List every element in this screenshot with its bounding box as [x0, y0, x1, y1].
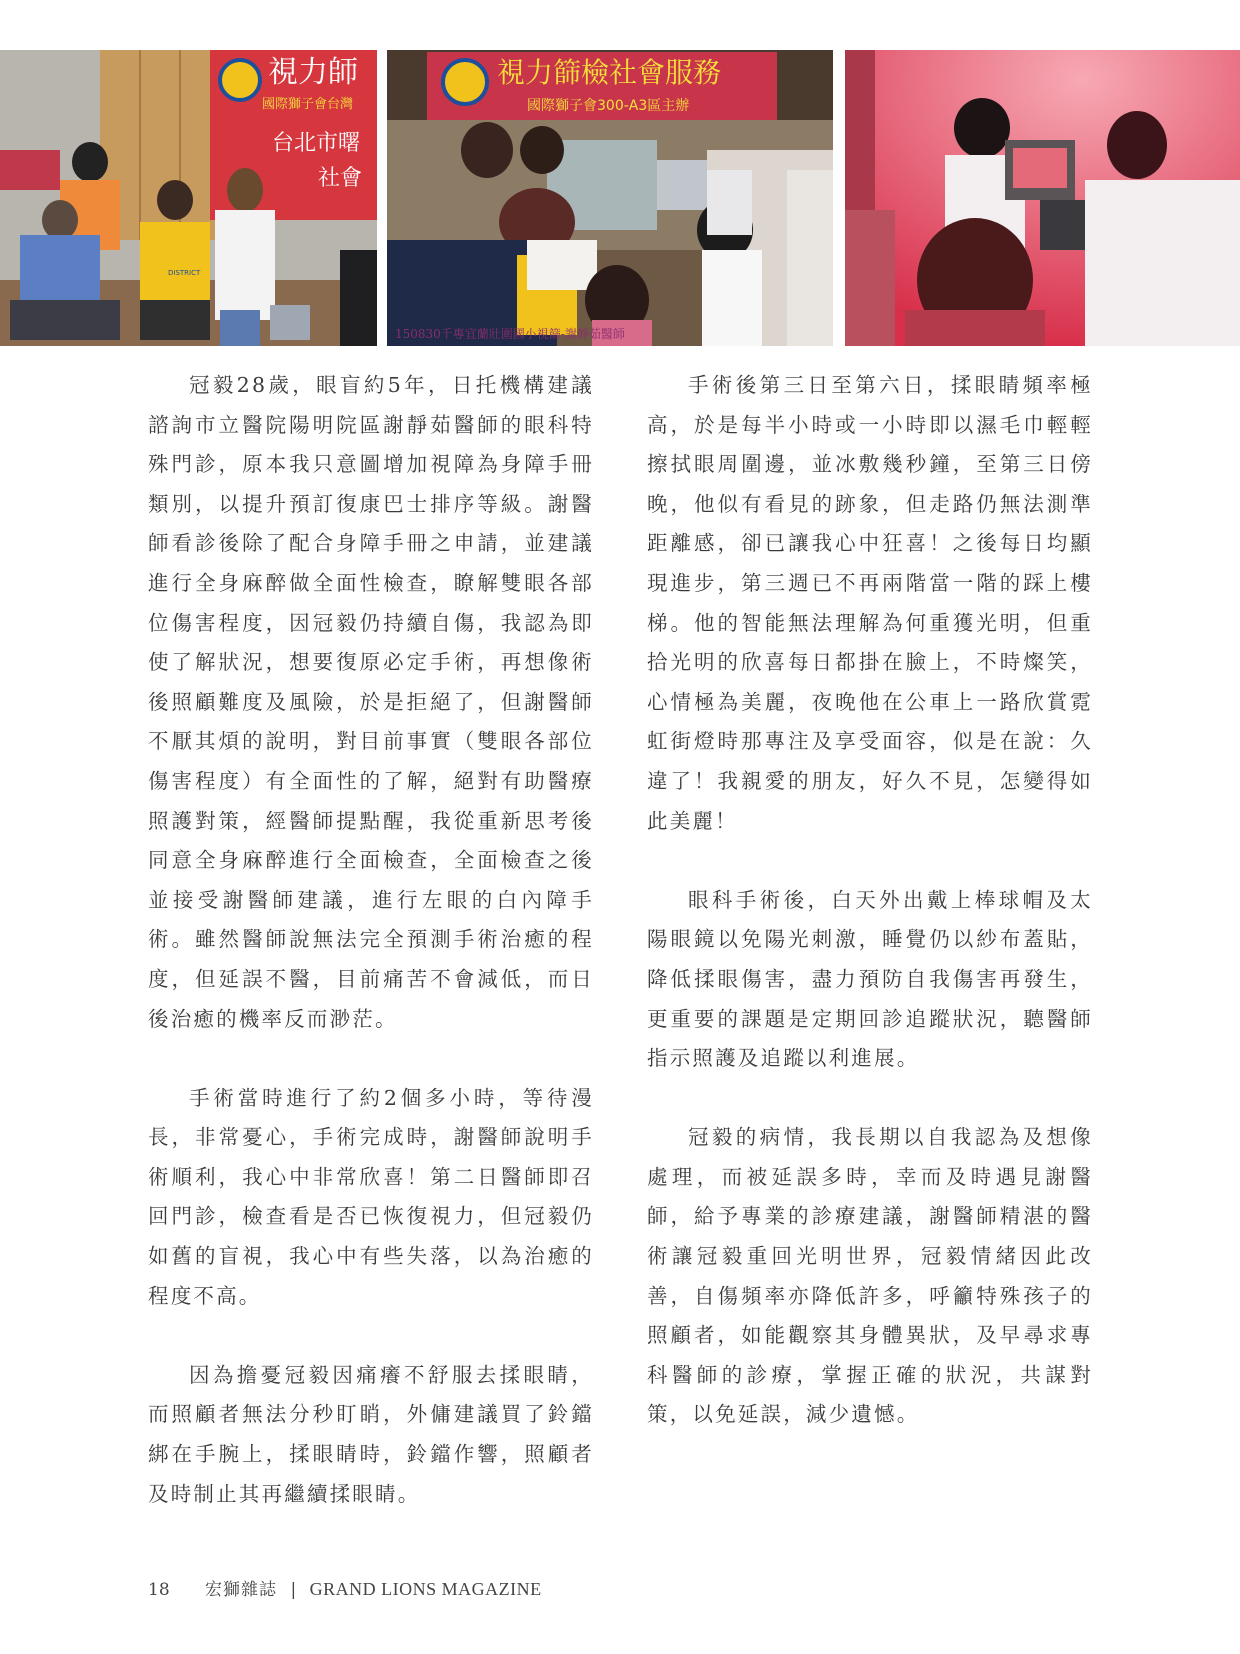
article-column-right — [647, 366, 1093, 1475]
photo1-banner-right2: 社會 — [318, 166, 363, 191]
photo-eye-screening-clinic — [0, 50, 377, 346]
paragraph: 因為擔憂冠毅因痛癢不舒服去揉眼睛，而照顧者無法分秒盯睄，外傭建議買了鈴鐺綁在手腕上，揉眼睛時，鈴鐺作響，照顧者及時制止其再繼續揉眼睛。 — [148, 1362, 594, 1506]
paragraph: 手術當時進行了約2個多小時，等待漫長，非常憂心，手術完成時，謝醫師說明手術順利，我心中非常欣喜！第二日醫師即召回門診，檢查看是否已恢復視力，但冠毅仍如舊的盲視，我心中有些失落，以為治癒的程度不高。 — [148, 1085, 594, 1308]
paragraph: 冠毅的病情，我長期以自我認為及想像處理，而被延誤多時，幸而及時遇見謝醫師，給予專業的診療建議，謝醫師精湛的醫術讓冠毅重回光明世界，冠毅情緒因此改善，自傷頻率亦降低許多，呼籲特殊孩子的照顧者，如能觀察其身體異狀，及早尋求專科醫師的診療，掌握正確的狀況，共謀對策，以免延誤，減少遺憾。 — [647, 1125, 1093, 1427]
paragraph: 眼科手術後，白天外出戴上棒球帽及太陽眼鏡以免陽光刺激，睡覺仍以紗布蓋貼，降低揉眼傷害，盡力預防自我傷害再發生，更重要的課題是定期回診追蹤狀況，聽醫師指示照護及追蹤以利進展。 — [647, 887, 1093, 1071]
photo-eye-exam-tent — [845, 50, 1240, 346]
photo1-vest-text: DISTRICT — [168, 269, 201, 277]
article-column-left — [148, 366, 594, 1554]
photo2-banner-sub: 國際獅子會300-A3區主辦 — [527, 98, 690, 114]
photo1-banner-sub: 國際獅子會台灣 — [262, 97, 354, 112]
photo1-banner-title: 視力師 — [268, 55, 358, 90]
magazine-name-zh: 宏獅雜誌 — [205, 1580, 278, 1600]
photo2-banner-title: 視力篩檢社會服務 — [497, 56, 722, 89]
paragraph: 手術後第三日至第六日，揉眼睛頻率極高，於是每半小時或一小時即以濕毛巾輕輕擦拭眼周圍邊，並冰敷幾秒鐘，至第三日傍晚，他似有看見的跡象，但走路仍無法測準距離感，卻已讓我心中狂喜！之後每日均顯現進步，第三週已不再兩階當一階的踩上樓梯。他的智能無法理解為何重獲光明，但重拾光明的欣喜每日都掛在臉上，不時燦笑，心情極為美麗，夜晚他在公車上一路欣賞霓虹街燈時那專注及享受面容，似是在說：久違了！我親愛的朋友，好久不見，怎變得如此美麗！ — [647, 373, 1093, 833]
photo2-caption: 150830千專宜蘭壯圍國小視篩-謝靜茹醫師 — [395, 327, 625, 341]
photo1-banner-right1: 台北市曙 — [272, 131, 361, 156]
page-number: 18 — [148, 1580, 170, 1600]
magazine-name-en: GRAND LIONS MAGAZINE — [309, 1579, 542, 1599]
page-footer — [148, 1575, 542, 1600]
photo-vision-screening-service — [387, 50, 833, 346]
paragraph: 冠毅28歲，眼盲約5年，日托機構建議諮詢市立醫院陽明院區謝靜茹醫師的眼科特殊門診，原本我只意圖增加視障為身障手冊類別，以提升預訂復康巴士排序等級。謝醫師看診後除了配合身障手冊之申請，並建議進行全身麻醉做全面性檢查，瞭解雙眼各部位傷害程度，因冠毅仍持續自傷，我認為即使了解狀況，想要復原必定手術，再想像術後照顧難度及風險，於是拒絕了，但謝醫師不厭其煩的說明，對目前事實（雙眼各部位傷害程度）有全面性的了解，絕對有助醫療照護對策，經醫師提點醒，我從重新思考後同意全身麻醉進行全面檢查，全面檢查之後並接受謝醫師建議，進行左眼的白內障手術。雖然醫師說無法完全預測手術治癒的程度，但延誤不醫，目前痛苦不會減低，而日後治癒的機率反而渺茫。 — [148, 373, 594, 1031]
footer-separator: | — [290, 1580, 297, 1600]
